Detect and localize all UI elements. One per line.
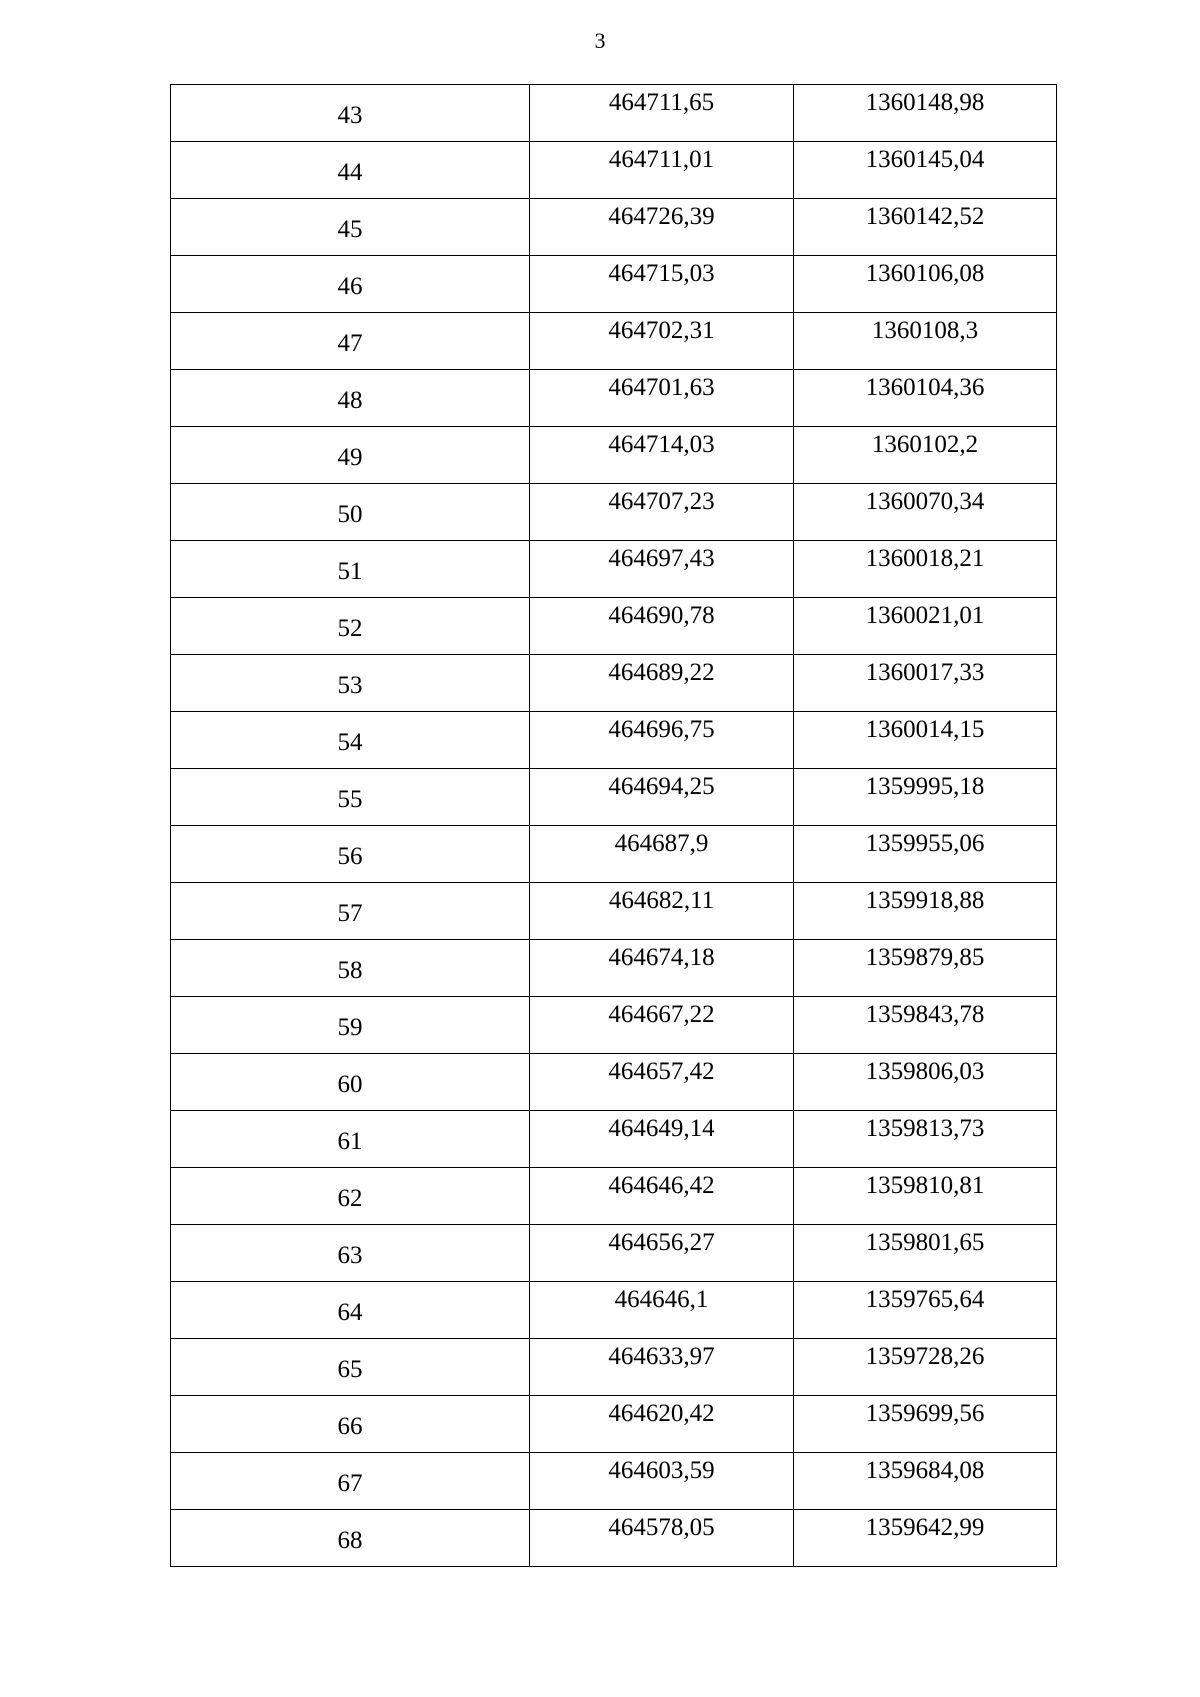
point-number-cell: 56 — [171, 826, 530, 883]
table-row — [171, 1168, 1057, 1225]
x-coordinate-cell: 464701,63 — [530, 370, 794, 427]
y-coordinate-cell: 1360021,01 — [794, 598, 1057, 655]
point-number-cell: 54 — [171, 712, 530, 769]
x-coordinate-cell: 464711,01 — [530, 142, 794, 199]
x-coordinate-cell: 464646,42 — [530, 1168, 794, 1225]
point-number-cell: 48 — [171, 370, 530, 427]
x-coordinate-cell: 464694,25 — [530, 769, 794, 826]
point-number-cell: 45 — [171, 199, 530, 256]
point-number-cell: 51 — [171, 541, 530, 598]
point-number-cell: 60 — [171, 1054, 530, 1111]
x-coordinate-cell: 464715,03 — [530, 256, 794, 313]
x-coordinate-cell: 464667,22 — [530, 997, 794, 1054]
point-number-cell: 68 — [171, 1510, 530, 1567]
point-number-cell: 58 — [171, 940, 530, 997]
x-coordinate-cell: 464690,78 — [530, 598, 794, 655]
x-coordinate-cell: 464620,42 — [530, 1396, 794, 1453]
point-number-cell: 66 — [171, 1396, 530, 1453]
point-number-cell: 50 — [171, 484, 530, 541]
table-row — [171, 1054, 1057, 1111]
x-coordinate-cell: 464711,65 — [530, 85, 794, 142]
table-row — [171, 769, 1057, 826]
table-row — [171, 883, 1057, 940]
point-number-cell: 52 — [171, 598, 530, 655]
point-number-cell: 44 — [171, 142, 530, 199]
table-row — [171, 997, 1057, 1054]
point-number-cell: 63 — [171, 1225, 530, 1282]
y-coordinate-cell: 1360014,15 — [794, 712, 1057, 769]
y-coordinate-cell: 1359801,65 — [794, 1225, 1057, 1282]
x-coordinate-cell: 464687,9 — [530, 826, 794, 883]
x-coordinate-cell: 464714,03 — [530, 427, 794, 484]
x-coordinate-cell: 464697,43 — [530, 541, 794, 598]
point-number-cell: 57 — [171, 883, 530, 940]
table-row — [171, 598, 1057, 655]
y-coordinate-cell: 1360018,21 — [794, 541, 1057, 598]
point-number-cell: 64 — [171, 1282, 530, 1339]
x-coordinate-cell: 464646,1 — [530, 1282, 794, 1339]
x-coordinate-cell: 464682,11 — [530, 883, 794, 940]
x-coordinate-cell: 464689,22 — [530, 655, 794, 712]
table-row — [171, 142, 1057, 199]
y-coordinate-cell: 1359684,08 — [794, 1453, 1057, 1510]
table-row — [171, 1282, 1057, 1339]
y-coordinate-cell: 1360108,3 — [794, 313, 1057, 370]
y-coordinate-cell: 1360017,33 — [794, 655, 1057, 712]
point-number-cell: 65 — [171, 1339, 530, 1396]
x-coordinate-cell: 464649,14 — [530, 1111, 794, 1168]
table-row — [171, 199, 1057, 256]
y-coordinate-cell: 1360070,34 — [794, 484, 1057, 541]
x-coordinate-cell: 464603,59 — [530, 1453, 794, 1510]
y-coordinate-cell: 1360142,52 — [794, 199, 1057, 256]
x-coordinate-cell: 464696,75 — [530, 712, 794, 769]
y-coordinate-cell: 1360102,2 — [794, 427, 1057, 484]
point-number-cell: 49 — [171, 427, 530, 484]
y-coordinate-cell: 1359699,56 — [794, 1396, 1057, 1453]
x-coordinate-cell: 464633,97 — [530, 1339, 794, 1396]
table-row — [171, 940, 1057, 997]
table-row — [171, 85, 1057, 142]
y-coordinate-cell: 1360106,08 — [794, 256, 1057, 313]
table-row — [171, 1111, 1057, 1168]
point-number-cell: 62 — [171, 1168, 530, 1225]
y-coordinate-cell: 1359995,18 — [794, 769, 1057, 826]
table-row — [171, 313, 1057, 370]
y-coordinate-cell: 1359642,99 — [794, 1510, 1057, 1567]
point-number-cell: 55 — [171, 769, 530, 826]
point-number-cell: 67 — [171, 1453, 530, 1510]
y-coordinate-cell: 1359843,78 — [794, 997, 1057, 1054]
x-coordinate-cell: 464702,31 — [530, 313, 794, 370]
table-row — [171, 1225, 1057, 1282]
y-coordinate-cell: 1359765,64 — [794, 1282, 1057, 1339]
x-coordinate-cell: 464674,18 — [530, 940, 794, 997]
y-coordinate-cell: 1360148,98 — [794, 85, 1057, 142]
y-coordinate-cell: 1359806,03 — [794, 1054, 1057, 1111]
y-coordinate-cell: 1360104,36 — [794, 370, 1057, 427]
y-coordinate-cell: 1359918,88 — [794, 883, 1057, 940]
x-coordinate-cell: 464657,42 — [530, 1054, 794, 1111]
y-coordinate-cell: 1359728,26 — [794, 1339, 1057, 1396]
point-number-cell: 53 — [171, 655, 530, 712]
y-coordinate-cell: 1359955,06 — [794, 826, 1057, 883]
y-coordinate-cell: 1359813,73 — [794, 1111, 1057, 1168]
table-row — [171, 484, 1057, 541]
y-coordinate-cell: 1359879,85 — [794, 940, 1057, 997]
table-row — [171, 655, 1057, 712]
table-row — [171, 541, 1057, 598]
table-row — [171, 1339, 1057, 1396]
table-body — [171, 85, 1057, 1567]
x-coordinate-cell: 464707,23 — [530, 484, 794, 541]
point-number-cell: 47 — [171, 313, 530, 370]
x-coordinate-cell: 464656,27 — [530, 1225, 794, 1282]
table-row — [171, 826, 1057, 883]
point-number-cell: 61 — [171, 1111, 530, 1168]
table-row — [171, 370, 1057, 427]
coordinates-table — [170, 84, 1057, 1567]
table-row — [171, 256, 1057, 313]
x-coordinate-cell: 464726,39 — [530, 199, 794, 256]
table-row — [171, 427, 1057, 484]
page-number: 3 — [594, 28, 606, 53]
table-row — [171, 1453, 1057, 1510]
table-row — [171, 1396, 1057, 1453]
table-row — [171, 712, 1057, 769]
table-row — [171, 1510, 1057, 1567]
point-number-cell: 59 — [171, 997, 530, 1054]
y-coordinate-cell: 1359810,81 — [794, 1168, 1057, 1225]
y-coordinate-cell: 1360145,04 — [794, 142, 1057, 199]
x-coordinate-cell: 464578,05 — [530, 1510, 794, 1567]
point-number-cell: 46 — [171, 256, 530, 313]
point-number-cell: 43 — [171, 85, 530, 142]
